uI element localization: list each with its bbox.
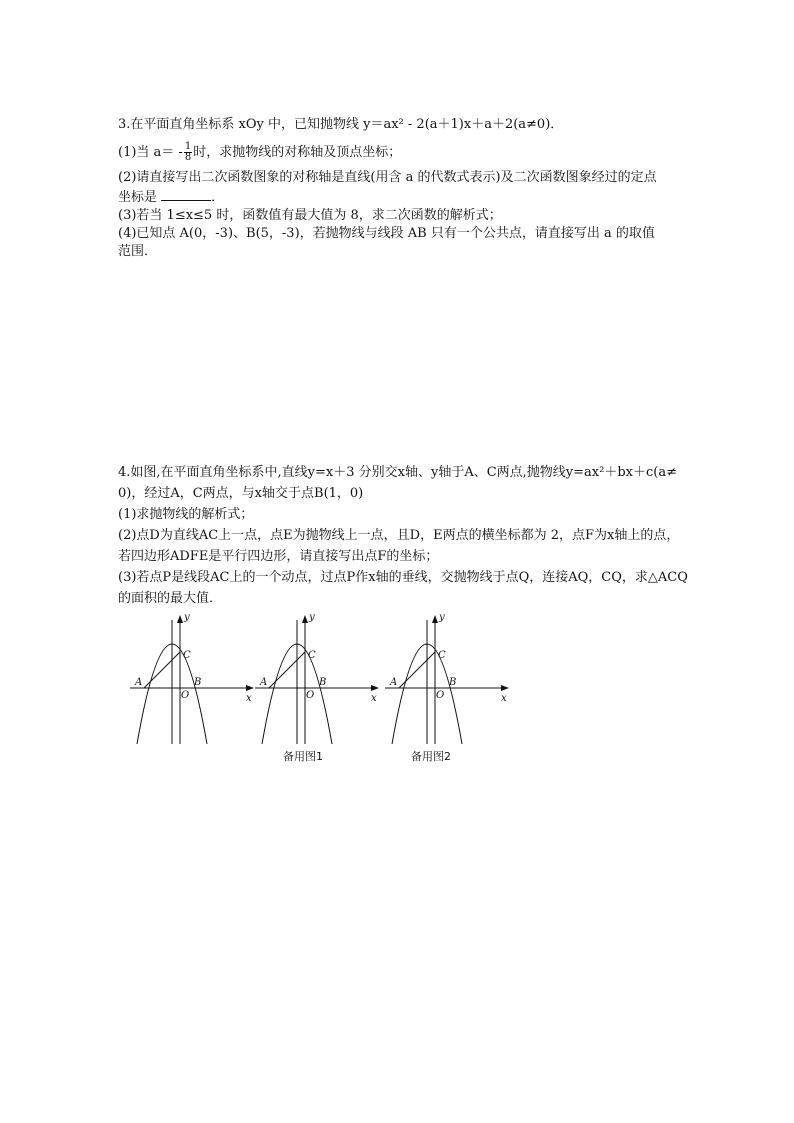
figure-caption-2: 备用图2 (411, 750, 451, 763)
axis-x-label: x (246, 693, 252, 704)
line-ac (399, 652, 435, 688)
y-axis-arrow (432, 615, 438, 623)
axis-x-label: x (501, 693, 507, 704)
origin-label: O (181, 690, 190, 701)
point-a-label: A (260, 677, 268, 688)
q3-stem: 3.在平面直角坐标系 xOy 中，已知抛物线 y＝ax² - 2(a＋1)x＋a＋2(a≠0)． (118, 117, 564, 132)
figure-backup-2 (383, 612, 513, 747)
fraction (184, 142, 192, 163)
q4-part3-line1: (3)若点P是线段AC上的一个动点，过点P作x轴的垂线，交抛物线于点Q，连接AQ，CQ，求△ACQ (118, 570, 688, 585)
q4-part2-line2: 若四边形ADFE是平行四边形，请直接写出点F的坐标； (118, 549, 439, 564)
point-b-label: B (449, 677, 457, 688)
q4-stem-line1: 4.如图,在平面直角坐标系中,直线y=x＋3 分别交x轴、y轴于A、C两点,抛物线y=ax²＋bx＋c(a≠ (118, 465, 677, 480)
fraction-denominator: 8 (184, 152, 192, 163)
x-axis-arrow (371, 685, 379, 691)
y-axis-arrow (302, 615, 308, 623)
point-b-label: B (319, 677, 327, 688)
line-ac (269, 652, 305, 688)
point-b-label: B (194, 677, 202, 688)
q4-part1: (1)求抛物线的解析式； (118, 507, 254, 522)
x-axis-arrow (501, 685, 509, 691)
y-axis-arrow (177, 615, 183, 623)
q4-stem-line2: 0)，经过A，C两点，与x轴交于点B(1，0) (118, 486, 364, 501)
point-a-label: A (390, 677, 398, 688)
q3-part4-line1: (4)已知点 A(0，-3)、B(5，-3)，若抛物线与线段 AB 只有一个公共点，请直接写出 a 的取值 (118, 226, 655, 241)
origin-label: O (436, 690, 445, 701)
axis-y-label: y (184, 612, 190, 623)
axis-y-label: y (309, 612, 315, 623)
figure-main (128, 612, 258, 747)
q3-part1-before: (1)当 a＝ - (118, 145, 183, 160)
axis-y-label: y (439, 612, 445, 623)
figure-caption-1: 备用图1 (283, 750, 323, 763)
q3-part3: (3)若当 1≤x≤5 时，函数值有最大值为 8，求二次函数的解析式； (118, 208, 502, 223)
axis-x-label: x (371, 693, 377, 704)
coordinate-graph (253, 612, 383, 747)
line-ac (144, 652, 180, 688)
fraction-numerator: 1 (184, 141, 192, 152)
q3-part4-line2: 范围． (118, 244, 158, 259)
coordinate-graph (128, 612, 258, 747)
q3-part2-line2 (118, 188, 224, 206)
point-a-label: A (135, 677, 143, 688)
answer-blank (161, 188, 211, 201)
point-c-label: C (308, 650, 316, 661)
q4-part2-line1: (2)点D为直线AC上一点，点E为抛物线上一点，且D，E两点的横坐标都为 2，点F为x轴上的点， (118, 528, 680, 543)
coordinate-graph (383, 612, 513, 747)
q3-part2-line1: (2)请直接写出二次函数图象的对称轴是直线(用含 a 的代数式表示)及二次函数图象经过的定点 (118, 170, 657, 185)
origin-label: O (306, 690, 315, 701)
figure-backup-1 (253, 612, 383, 747)
point-c-label: C (183, 650, 191, 661)
q3-part1 (118, 142, 401, 163)
q3-part2-after: ． (211, 190, 225, 205)
q3-part2-before: 坐标是 (118, 190, 158, 205)
q3-part1-after: 时，求抛物线的对称轴及顶点坐标； (193, 145, 402, 160)
point-c-label: C (438, 650, 446, 661)
q4-part3-line2: 的面积的最大值． (118, 591, 223, 606)
